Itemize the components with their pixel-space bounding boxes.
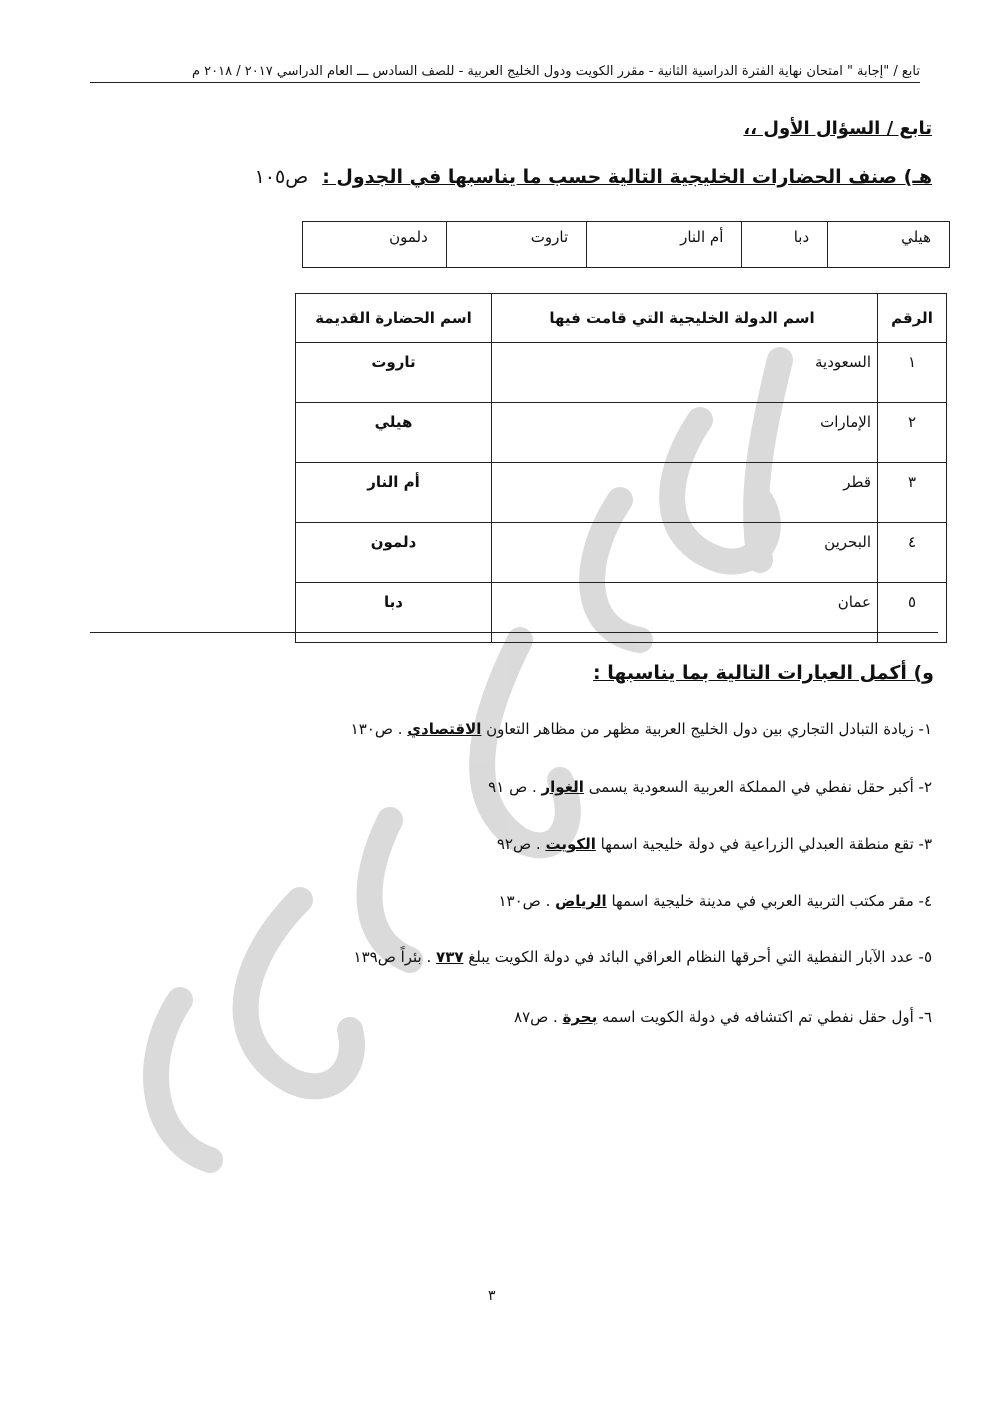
civ-option: هيلي xyxy=(828,222,950,268)
section-divider xyxy=(90,632,938,633)
continuation-title: تابع / السؤال الأول ،، xyxy=(743,118,932,139)
item-answer: ٧٣٧ xyxy=(436,948,464,966)
row-civilization: دبا xyxy=(296,583,492,643)
row-country: قطر xyxy=(492,463,878,523)
row-civilization: أم النار xyxy=(296,463,492,523)
table-row xyxy=(296,463,947,523)
row-civilization: تاروت xyxy=(296,343,492,403)
item-answer: الكويت xyxy=(545,835,596,853)
item-answer: بحرة xyxy=(562,1008,598,1026)
item-ref: . ص١٣٠ xyxy=(498,892,556,910)
question-f-text: و) أكمل العبارات التالية بما يناسبها : xyxy=(593,662,934,684)
table-row xyxy=(296,343,947,403)
list-item xyxy=(514,1008,932,1026)
row-number: ٥ xyxy=(878,583,947,643)
civ-option: تاروت xyxy=(446,222,586,268)
row-country: الإمارات xyxy=(492,403,878,463)
row-country: البحرين xyxy=(492,523,878,583)
question-e-text: هـ) صنف الحضارات الخليجية التالية حسب ما يناسبها في الجدول : xyxy=(322,166,932,188)
answer-table xyxy=(295,293,947,643)
item-ref: . ص١٣٠ xyxy=(350,720,408,738)
list-item xyxy=(488,778,932,796)
question-f-title xyxy=(593,662,934,684)
header-civilization: اسم الحضارة القديمة xyxy=(296,294,492,343)
item-text: ٦- أول حقل نفطي تم اكتشافه في دولة الكويت اسمه xyxy=(597,1008,932,1026)
item-text: ١- زيادة التبادل التجاري بين دول الخليج العربية مظهر من مظاهر التعاون xyxy=(481,720,932,738)
row-civilization: هيلي xyxy=(296,403,492,463)
row-number: ٤ xyxy=(878,523,947,583)
item-text: ٥- عدد الآبار النفطية التي أحرقها النظام العراقي البائد في دولة الكويت يبلغ xyxy=(463,948,932,966)
list-item xyxy=(354,948,932,966)
item-text: ٢- أكبر حقل نفطي في المملكة العربية السعودية يسمى xyxy=(583,778,932,796)
item-text: ٣- تقع منطقة العبدلي الزراعية في دولة خليجية اسمها xyxy=(595,835,932,853)
answer-table-header xyxy=(296,294,947,343)
table-row xyxy=(296,523,947,583)
item-ref: . ص٩٢ xyxy=(496,835,546,853)
item-answer: الرياض xyxy=(555,892,607,910)
civ-option: دلمون xyxy=(303,222,447,268)
list-item xyxy=(497,835,932,853)
row-country: عمان xyxy=(492,583,878,643)
item-text: ٤- مقر مكتب التربية العربي في مدينة خليجية اسمها xyxy=(606,892,932,910)
item-ref: . بئراً ص١٣٩ xyxy=(353,948,437,966)
header-number: الرقم xyxy=(878,294,947,343)
row-country: السعودية xyxy=(492,343,878,403)
header-country: اسم الدولة الخليجية التي قامت فيها xyxy=(492,294,878,343)
list-item xyxy=(499,892,933,910)
civilizations-list-table xyxy=(302,221,950,268)
item-answer: الغوار xyxy=(541,778,584,796)
row-number: ١ xyxy=(878,343,947,403)
item-ref: . ص٨٧ xyxy=(514,1008,563,1026)
row-civilization: دلمون xyxy=(296,523,492,583)
list-item xyxy=(351,720,932,738)
page-number: ٣ xyxy=(488,1288,496,1304)
exam-header: تابع / "إجابة " امتحان نهاية الفترة الدراسية الثانية - مقرر الكويت ودول الخليج العربية - للصف السادس ـــ العام الدراسي ٢٠١٧ / ٢٠١٨ م xyxy=(90,64,920,83)
table-row xyxy=(296,583,947,643)
row-number: ٣ xyxy=(878,463,947,523)
civ-option: دبا xyxy=(742,222,828,268)
item-ref: . ص ٩١ xyxy=(488,778,542,796)
table-row xyxy=(296,403,947,463)
civ-option: أم النار xyxy=(587,222,742,268)
question-e-page-ref: ص١٠٥ xyxy=(254,166,309,188)
item-answer: الاقتصادي xyxy=(407,720,482,738)
question-e-title xyxy=(255,166,932,188)
row-number: ٢ xyxy=(878,403,947,463)
